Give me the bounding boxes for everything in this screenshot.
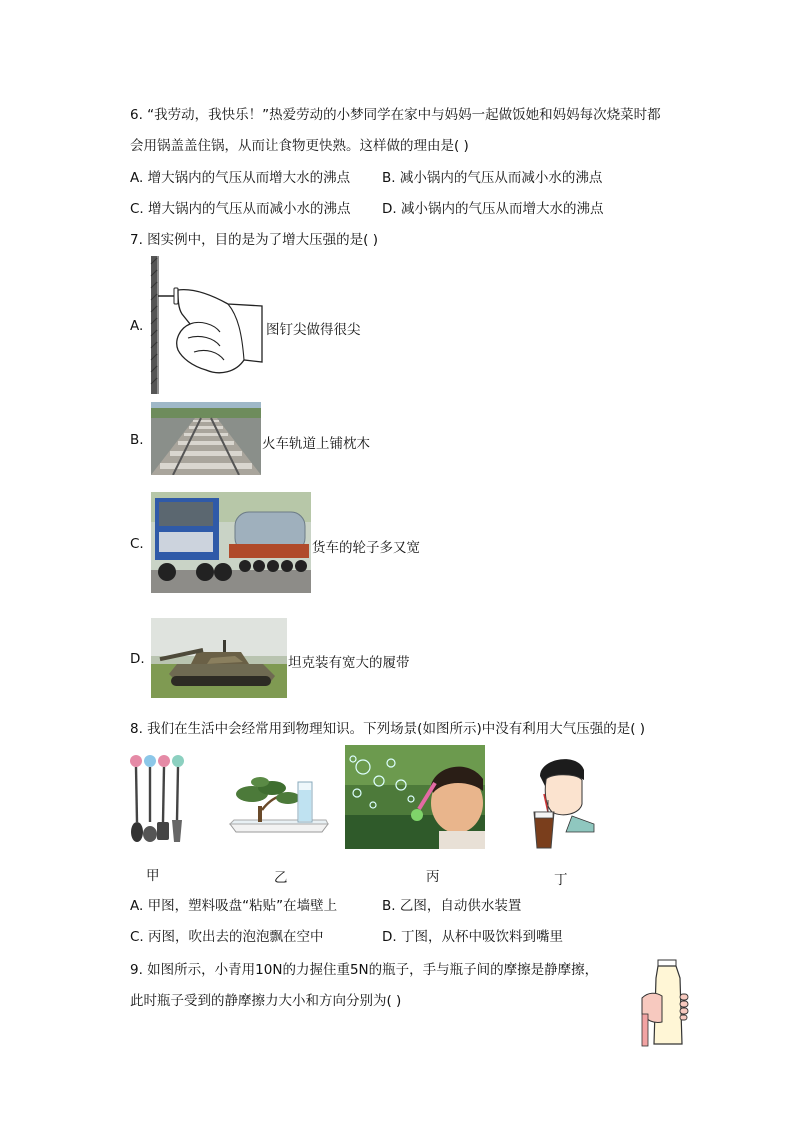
railway-sleepers-photo	[151, 402, 261, 475]
q7-option-d-caption: 坦克装有宽大的履带	[288, 655, 410, 671]
q6-option-c[interactable]: C. 增大锅内的气压从而减小水的沸点	[130, 201, 351, 217]
hand-holding-bottle-figure	[640, 958, 692, 1048]
q6-stem-line1: 6. “我劳动，我快乐！”热爱劳动的小梦同学在家中与妈妈一起做饭她和妈妈每次烧菜时都	[130, 107, 661, 123]
q8-option-c[interactable]: C. 丙图，吹出去的泡泡飘在空中	[130, 929, 324, 945]
q7-stem: 7. 图实例中，目的是为了增大压强的是( )	[130, 232, 378, 248]
q8-options-row1	[130, 894, 521, 914]
q8-label-jia: 甲	[146, 868, 160, 884]
q6-options-row1	[130, 166, 602, 186]
boy-drinking-straw-figure	[532, 754, 596, 850]
q6-stem-line2: 会用锅盖盖住锅，从而让食物更快熟。这样做的理由是( )	[130, 138, 469, 154]
heavy-truck-photo	[151, 492, 311, 593]
bonsai-water-supply-figure	[228, 776, 332, 836]
q7-option-a-caption: 图钉尖做得很尖	[266, 322, 361, 338]
q7-option-b-letter[interactable]: B.	[130, 432, 144, 448]
tank-photo	[151, 618, 287, 698]
q9-stem-line1: 9. 如图所示，小青用10N的力握住重5N的瓶子，手与瓶子间的摩擦是静摩擦，	[130, 962, 599, 978]
q8-label-ding: 丁	[554, 872, 568, 888]
q8-label-yi: 乙	[274, 870, 288, 886]
q7-option-a-letter[interactable]: A.	[130, 318, 144, 334]
q7-option-d-letter[interactable]: D.	[130, 651, 145, 667]
child-blowing-bubbles-photo	[345, 745, 485, 849]
thumbtack-hand-figure	[148, 254, 266, 396]
suction-hooks-utensils-figure	[128, 752, 190, 848]
q6-option-a[interactable]: A. 增大锅内的气压从而增大水的沸点	[130, 170, 351, 186]
q8-label-bing: 丙	[426, 869, 440, 885]
q6-option-b[interactable]: B. 减小锅内的气压从而减小水的沸点	[382, 170, 603, 186]
q7-option-c-letter[interactable]: C.	[130, 536, 144, 552]
q6-options-row2	[130, 197, 603, 217]
q8-option-a[interactable]: A. 甲图，塑料吸盘“粘贴”在墙壁上	[130, 898, 338, 914]
q8-options-row2	[130, 925, 563, 945]
q8-option-d[interactable]: D. 丁图，从杯中吸饮料到嘴里	[382, 929, 563, 945]
q7-option-c-caption: 货车的轮子多又宽	[312, 540, 420, 556]
q8-option-b[interactable]: B. 乙图，自动供水装置	[382, 898, 522, 914]
q9-stem-line2: 此时瓶子受到的静摩擦力大小和方向分别为( )	[130, 993, 402, 1009]
q8-stem: 8. 我们在生活中会经常用到物理知识。下列场景(如图所示)中没有利用大气压强的是( )	[130, 721, 646, 737]
q6-option-d[interactable]: D. 减小锅内的气压从而增大水的沸点	[382, 201, 604, 217]
q7-option-b-caption: 火车轨道上铺枕木	[262, 436, 370, 452]
